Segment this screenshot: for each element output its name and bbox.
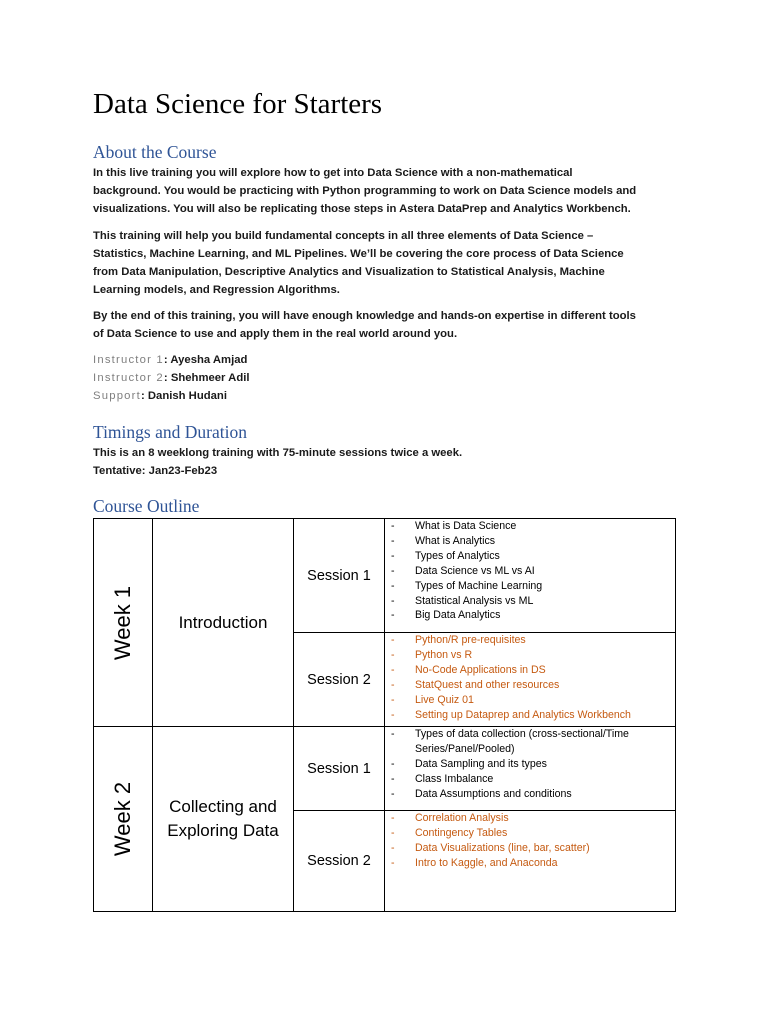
timings-line-2: Tentative: Jan23-Feb23 [93, 465, 218, 477]
week-cell [94, 727, 153, 912]
list-item: - Python/R pre-requisites [391, 633, 671, 648]
text-line: of Data Science to use and apply them in the real world around you. [93, 328, 458, 340]
list-item: - What is Data Science [391, 519, 671, 534]
list-item: - Data Assumptions and conditions [391, 787, 671, 802]
colon: : [140, 390, 145, 402]
week-cell [94, 519, 153, 727]
session-items-cell [385, 633, 676, 727]
text-line: Learning models, and Regression Algorithms. [93, 284, 340, 296]
support-name: Danish Hudani [144, 390, 227, 402]
instructor-2-label: Instructor 2 [93, 372, 164, 384]
topic-line: Introduction [178, 612, 268, 632]
instructor-1-line [93, 351, 247, 369]
list-item: - Data Visualizations (line, bar, scatter) [391, 841, 671, 856]
timings-heading: Timings and Duration [93, 422, 247, 442]
topic-line: Collecting and [169, 797, 277, 816]
session-items-list [391, 519, 671, 623]
list-item: - Correlation Analysis [391, 811, 671, 826]
instructor-1-label: Instructor 1 [93, 354, 164, 366]
list-item: - StatQuest and other resources [391, 678, 671, 693]
outline-heading: Course Outline [93, 496, 200, 516]
page-title: Data Science for Starters [93, 88, 383, 120]
topic-line: Exploring Data [167, 821, 279, 840]
text-line: By the end of this training, you will have enough knowledge and hands-on expertise in different tools [93, 310, 636, 322]
list-item: - Types of Analytics [391, 549, 671, 564]
text-line: background. You would be practicing with Python programming to work on Data Science models and [93, 185, 637, 197]
session-label: Session 2 [294, 811, 385, 912]
list-item: - Class Imbalance [391, 772, 671, 787]
session-items-list [391, 633, 671, 722]
text-line: visualizations. You will also be replicating those steps in Astera DataPrep and Analytics Workbench. [93, 203, 631, 215]
instructor-2-name: Shehmeer Adil [167, 372, 250, 384]
session-items-list [391, 811, 671, 871]
colon: : [163, 372, 168, 384]
list-item: - Live Quiz 01 [391, 693, 671, 708]
list-item: - What is Analytics [391, 534, 671, 549]
topic-cell [153, 519, 294, 727]
instructor-2-line [93, 369, 250, 387]
list-item: - Types of data collection (cross-sectional/Time Series/Panel/Pooled) [391, 727, 671, 757]
text-line: This training will help you build fundamental concepts in all three elements of Data Science – [93, 230, 594, 242]
list-item: - Data Sampling and its types [391, 757, 671, 772]
list-item: - Contingency Tables [391, 826, 671, 841]
text-line: In this live training you will explore how to get into Data Science with a non-mathematical [93, 167, 573, 179]
support-label: Support [93, 390, 141, 402]
text-line: Statistics, Machine Learning, and ML Pipelines. We’ll be covering the core process of Data Science [93, 248, 624, 260]
week-label: Week 1 [110, 585, 135, 660]
session-label: Session 1 [294, 519, 385, 633]
instructor-1-name: Ayesha Amjad [167, 354, 248, 366]
session-items-cell [385, 727, 676, 811]
list-item: - Data Science vs ML vs AI [391, 564, 671, 579]
about-heading: About the Course [93, 142, 217, 162]
about-paragraph-1 [93, 164, 683, 218]
course-outline-table [93, 518, 676, 912]
session-items-cell [385, 811, 676, 912]
topic-cell [153, 727, 294, 912]
timings-line-1: This is an 8 weeklong training with 75-minute sessions twice a week. [93, 447, 463, 459]
week-label: Week 2 [110, 781, 135, 857]
list-item: - Statistical Analysis vs ML [391, 594, 671, 609]
list-item: - Big Data Analytics [391, 608, 671, 623]
timings-paragraph [93, 444, 683, 480]
list-item: - Setting up Dataprep and Analytics Workbench [391, 708, 671, 723]
list-item: - No-Code Applications in DS [391, 663, 671, 678]
support-line [93, 387, 227, 405]
session-items-cell [385, 519, 676, 633]
table-row [94, 519, 676, 633]
session-label: Session 1 [294, 727, 385, 811]
list-item: - Intro to Kaggle, and Anaconda [391, 856, 671, 871]
about-paragraph-2 [93, 227, 683, 299]
list-item: - Python vs R [391, 648, 671, 663]
text-line: from Data Manipulation, Descriptive Analytics and Visualization to Statistical Analysis, Machine [93, 266, 605, 278]
session-label: Session 2 [294, 633, 385, 727]
session-items-list [391, 727, 671, 802]
list-item: - Types of Machine Learning [391, 579, 671, 594]
colon: : [163, 354, 168, 366]
table-row [94, 727, 676, 811]
about-paragraph-3 [93, 307, 683, 343]
